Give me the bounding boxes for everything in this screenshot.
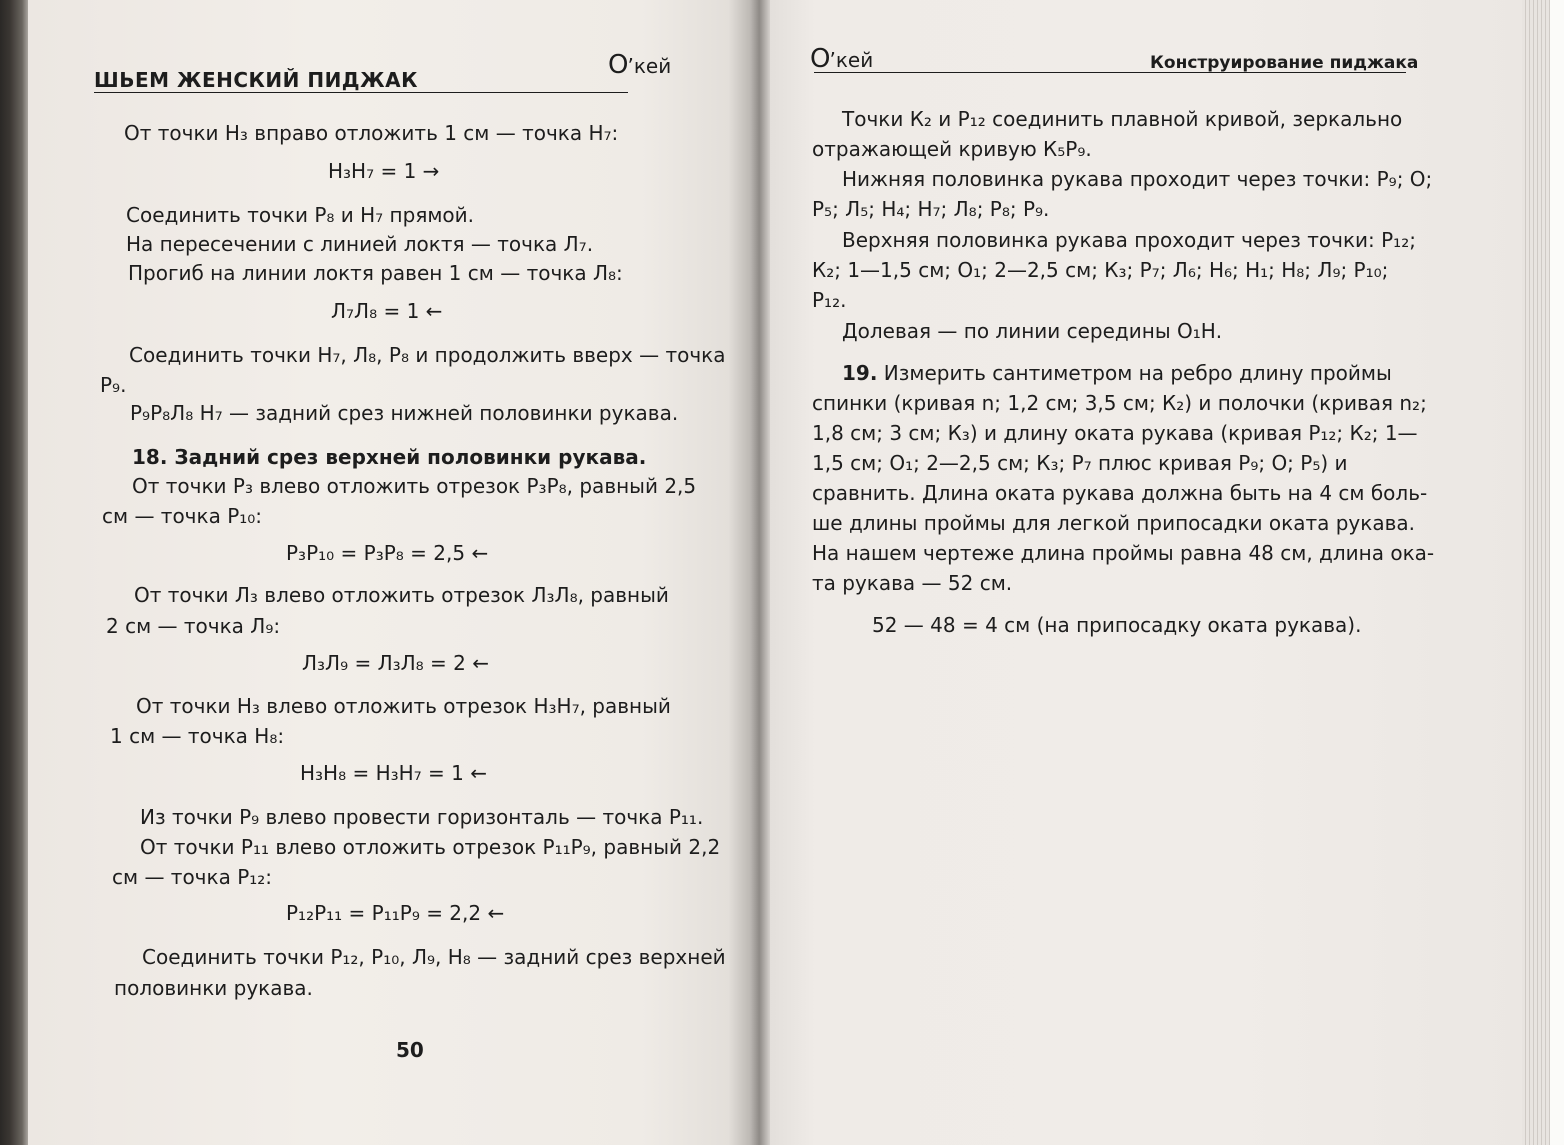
left-page bbox=[28, 0, 750, 1145]
text-line: Нижняя половинка рукава проходит через точки: Р₉; О; bbox=[842, 167, 1433, 191]
text-line: см — точка Р₁₀: bbox=[102, 504, 263, 528]
text-line: Прогиб на линии локтя равен 1 см — точка Л₈: bbox=[128, 261, 623, 285]
text-line: Р₉. bbox=[100, 373, 127, 397]
text-line: см — точка Р₁₂: bbox=[112, 865, 273, 889]
text-line: та рукава — 52 см. bbox=[812, 571, 1013, 595]
formula: Л₇Л₈ = 1 ← bbox=[331, 299, 443, 323]
formula: 52 — 48 = 4 см (на припосадку оката рукава). bbox=[872, 613, 1362, 637]
text-line: К₂; 1—1,5 см; О₁; 2—2,5 см; К₃; Р₇; Л₆; Н₆; Н₁; Н₈; Л₉; Р₁₀; bbox=[812, 258, 1389, 282]
text-line: Р₉Р₈Л₈ Н₇ — задний срез нижней половинки рукава. bbox=[130, 401, 679, 425]
header-rule bbox=[94, 92, 628, 93]
okey-logo-mark: O bbox=[810, 44, 830, 74]
okey-logo-text: ’кей bbox=[829, 48, 874, 72]
text-line: Верхняя половинка рукава проходит через точки: Р₁₂; bbox=[842, 228, 1416, 252]
text-line: 1 см — точка Н₈: bbox=[110, 724, 285, 748]
text-line: Соединить точки Р₈ и Н₇ прямой. bbox=[126, 203, 475, 227]
text-line: Р₁₂. bbox=[812, 288, 847, 312]
okey-logo bbox=[608, 50, 671, 80]
text-line: Соединить точки Н₇, Л₈, Р₈ и продолжить вверх — точка bbox=[129, 343, 726, 367]
text-line: отражающей кривую К₅Р₉. bbox=[812, 137, 1092, 161]
header-title: Конструирование пиджака bbox=[1150, 53, 1419, 73]
formula: Н₃Н₈ = Н₃Н₇ = 1 ← bbox=[300, 761, 488, 785]
page-edges bbox=[1522, 0, 1564, 1145]
text-line: 1,8 см; 3 см; К₃) и длину оката рукава (кривая Р₁₂; К₂; 1— bbox=[812, 421, 1418, 445]
okey-logo bbox=[810, 44, 873, 74]
okey-logo-text: ’кей bbox=[627, 54, 672, 78]
text-line: Из точки Р₉ влево провести горизонталь — точка Р₁₁. bbox=[140, 805, 704, 829]
formula: Н₃Н₇ = 1 → bbox=[328, 159, 440, 183]
text-line: сравнить. Длина оката рукава должна быть на 4 см боль- bbox=[812, 481, 1428, 505]
text-line: От точки Н₃ влево отложить отрезок Н₃Н₇, равный bbox=[136, 694, 671, 718]
text-line: От точки Н₃ вправо отложить 1 см — точка Н₇: bbox=[124, 121, 619, 145]
text-line: Долевая — по линии середины О₁Н. bbox=[842, 319, 1223, 343]
page-number: 50 bbox=[396, 1038, 424, 1062]
header-title: ШЬЕМ ЖЕНСКИЙ ПИДЖАК bbox=[94, 68, 418, 92]
item-19-first-line bbox=[842, 358, 1392, 388]
formula: Р₁₂Р₁₁ = Р₁₁Р₉ = 2,2 ← bbox=[286, 901, 505, 925]
right-page bbox=[770, 0, 1522, 1145]
formula: Л₃Л₉ = Л₃Л₈ = 2 ← bbox=[302, 651, 490, 675]
text-line: ше длины проймы для легкой припосадки оката рукава. bbox=[812, 511, 1416, 535]
text-line: Точки К₂ и Р₁₂ соединить плавной кривой, зеркально bbox=[842, 107, 1403, 131]
text-line: Соединить точки Р₁₂, Р₁₀, Л₉, Н₈ — задний срез верхней bbox=[142, 945, 726, 969]
text-line: От точки Л₃ влево отложить отрезок Л₃Л₈, равный bbox=[134, 583, 669, 607]
text-line: половинки рукава. bbox=[114, 976, 313, 1000]
text-line: На пересечении с линией локтя — точка Л₇. bbox=[126, 232, 594, 256]
text-line: 2 см — точка Л₉: bbox=[106, 614, 281, 638]
section-heading-18: 18. Задний срез верхней половинки рукава. bbox=[132, 445, 647, 469]
text-line: На нашем чертеже длина проймы равна 48 см, длина ока- bbox=[812, 541, 1435, 565]
text-line: 1,5 см; О₁; 2—2,5 см; К₃; Р₇ плюс кривая Р₉; О; Р₅) и bbox=[812, 451, 1348, 475]
text-line: От точки Р₁₁ влево отложить отрезок Р₁₁Р₉, равный 2,2 bbox=[140, 835, 721, 859]
formula: Р₃Р₁₀ = Р₃Р₈ = 2,5 ← bbox=[286, 541, 489, 565]
text-line: От точки Р₃ влево отложить отрезок Р₃Р₈, равный 2,5 bbox=[132, 474, 697, 498]
text-line: Измерить сантиметром на ребро длину проймы bbox=[883, 361, 1392, 385]
okey-logo-mark: O bbox=[608, 50, 628, 80]
item-number-19: 19. bbox=[842, 361, 878, 385]
text-line: Р₅; Л₅; Н₄; Н₇; Л₈; Р₈; Р₉. bbox=[812, 197, 1050, 221]
text-line: спинки (кривая n; 1,2 см; 3,5 см; К₂) и полочки (кривая n₂; bbox=[812, 391, 1427, 415]
